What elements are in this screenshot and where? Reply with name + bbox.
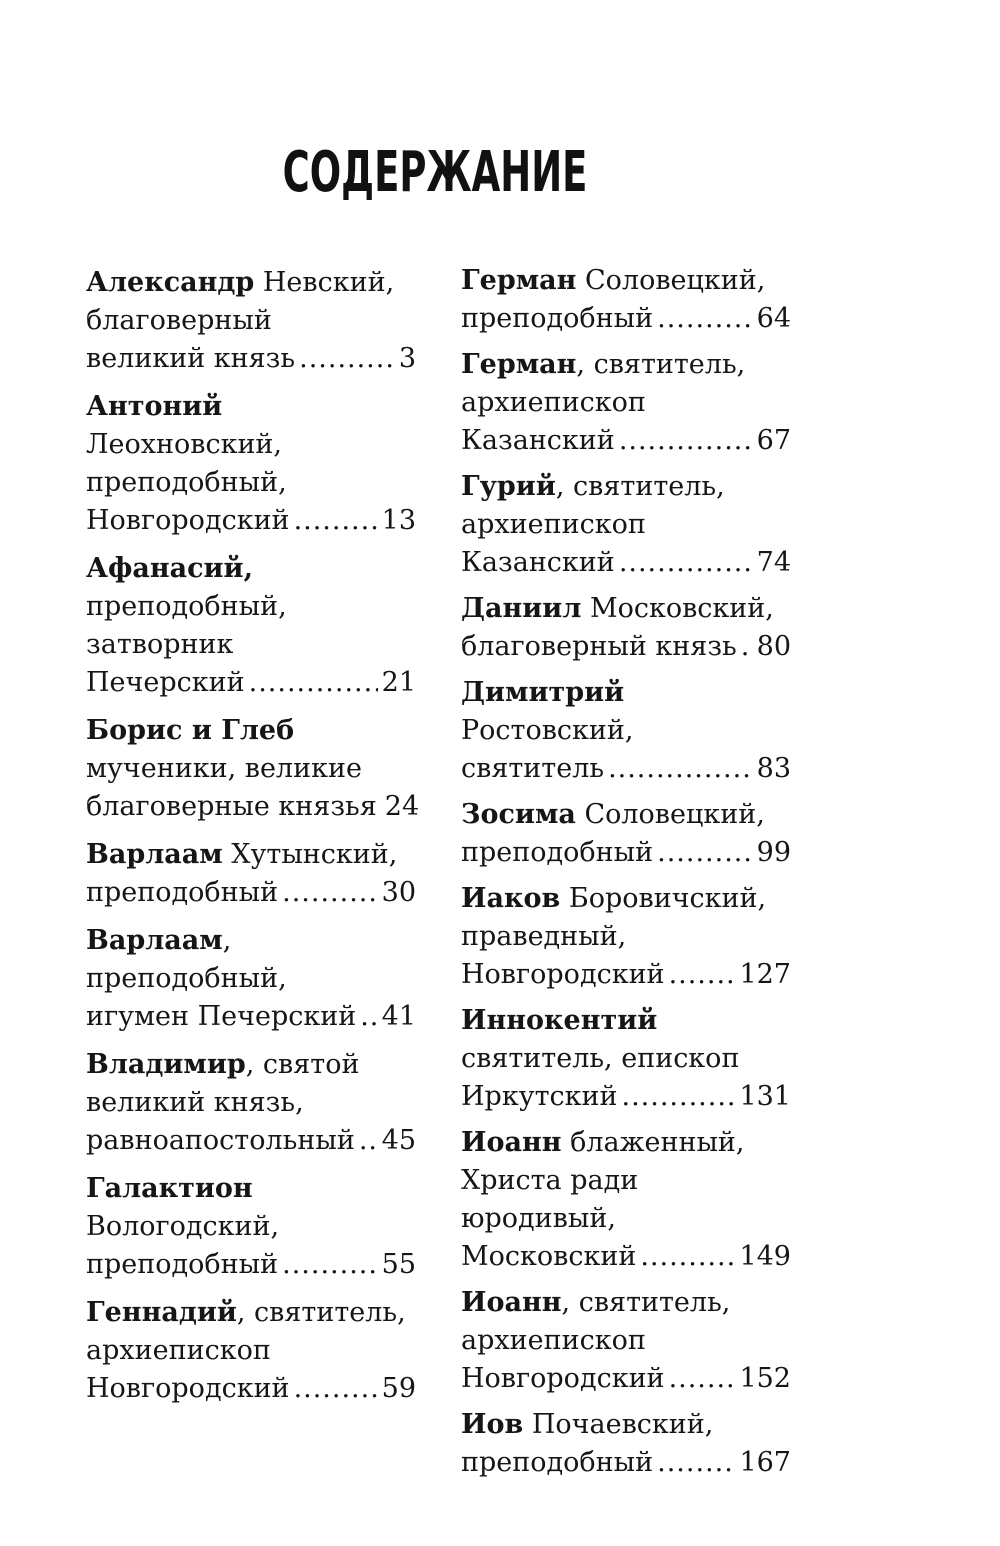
entry-last-line <box>461 422 791 460</box>
page-number: 167 <box>739 1447 791 1478</box>
entry-last-text: Московский <box>461 1241 637 1272</box>
entry-name: Владимир <box>86 1049 246 1080</box>
entry-description-line: Леохновский, <box>86 429 283 460</box>
entry-description-line: архиепископ <box>461 509 646 540</box>
entry-description-line: архиепископ <box>461 387 646 418</box>
entry-name: Варлаам <box>86 839 223 870</box>
entry-last-text: великий князь <box>86 343 296 374</box>
entry-name: Варлаам <box>86 925 223 956</box>
entry-last-text: преподобный <box>461 1447 654 1478</box>
entry-name: Димитрий <box>461 677 625 708</box>
page-number: 67 <box>756 425 791 456</box>
toc-entry[interactable] <box>86 1046 416 1160</box>
toc-entry[interactable] <box>461 880 791 994</box>
dot-leader <box>741 628 753 666</box>
entry-name: Галактион <box>86 1173 253 1204</box>
entry-description-line: затворник <box>86 629 234 660</box>
entry-last-line <box>461 1360 791 1398</box>
entry-last-line <box>86 874 416 912</box>
entry-name: Иов <box>461 1409 524 1440</box>
entry-name-suffix: , святитель, <box>555 471 725 502</box>
entry-last-text: Казанский <box>461 547 615 578</box>
entry-heading-line <box>86 550 416 588</box>
entry-heading-line <box>86 388 416 426</box>
dot-leader <box>282 1246 378 1284</box>
toc-entry[interactable] <box>86 388 416 540</box>
entry-heading-line <box>461 1406 791 1444</box>
page-number: 24 <box>384 791 420 822</box>
entry-last-text: святитель <box>461 753 605 784</box>
entry-last-text: равноапостольный <box>86 1125 355 1156</box>
entry-last-line <box>461 834 791 872</box>
page-number: 80 <box>756 631 791 662</box>
entry-last-text: преподобный <box>461 303 654 334</box>
toc-entry[interactable] <box>461 674 791 788</box>
toc-entry[interactable] <box>461 346 791 460</box>
toc-left-column <box>86 264 420 1418</box>
page-number: 30 <box>381 877 416 908</box>
entry-last-text: преподобный <box>86 877 279 908</box>
page-number: 21 <box>381 667 416 698</box>
entry-name: Александр <box>86 267 255 298</box>
entry-description-line: преподобный, <box>86 591 287 622</box>
toc-entry[interactable] <box>461 1406 791 1482</box>
entry-name: Иннокентий <box>461 1005 658 1036</box>
entry-heading-line <box>86 922 416 998</box>
entry-heading-line <box>461 674 791 750</box>
entry-last-text: благоверные князья <box>86 791 377 822</box>
entry-name: Иаков <box>461 883 561 914</box>
entry-last-line <box>86 998 416 1036</box>
entry-last-text: преподобный <box>86 1249 279 1280</box>
entry-heading-line <box>86 264 416 302</box>
dot-leader <box>622 1078 736 1116</box>
entry-name-suffix: Хутынский, <box>222 839 398 870</box>
dot-leader <box>294 1370 378 1408</box>
entry-name-suffix: , святитель, <box>561 1287 731 1318</box>
entry-last-text: Печерский <box>86 667 245 698</box>
toc-entry[interactable] <box>461 796 791 872</box>
entry-heading-line <box>461 1124 791 1162</box>
page-number: 55 <box>381 1249 416 1280</box>
entry-name: Герман <box>461 349 577 380</box>
toc-entry[interactable] <box>86 264 416 378</box>
page-number: 152 <box>739 1363 791 1394</box>
entry-name-suffix: Боровичский, <box>560 883 767 914</box>
toc-entry[interactable] <box>461 1284 791 1398</box>
entry-last-line <box>461 956 791 994</box>
entry-last-text: Иркутский <box>461 1081 618 1112</box>
entry-heading-line <box>86 712 416 750</box>
dot-leader <box>282 874 378 912</box>
entry-description-line: святитель, епископ <box>461 1043 740 1074</box>
entry-last-line <box>86 340 416 378</box>
entry-heading-line <box>461 796 791 834</box>
toc-entry[interactable] <box>86 550 416 702</box>
dot-leader <box>608 750 753 788</box>
dot-leader <box>657 834 753 872</box>
page-number: 83 <box>756 753 791 784</box>
entry-name: Борис и Глеб <box>86 715 295 746</box>
toc-entry[interactable] <box>86 1294 416 1408</box>
dot-leader <box>294 502 378 540</box>
dot-leader <box>657 300 753 338</box>
page-number: 131 <box>739 1081 791 1112</box>
entry-description-line: Христа ради юродивый, <box>461 1165 639 1234</box>
toc-entry[interactable] <box>461 468 791 582</box>
entry-description-line: благоверный <box>86 305 272 336</box>
toc-entry[interactable] <box>86 1170 416 1284</box>
entry-last-text: благоверный князь <box>461 631 737 662</box>
entry-last-line <box>86 1370 416 1408</box>
entry-last-line <box>86 1122 416 1160</box>
page-number: 64 <box>756 303 791 334</box>
entry-last-line <box>461 1444 791 1482</box>
page-number: 59 <box>381 1373 416 1404</box>
entry-name: Иоанн <box>461 1287 562 1318</box>
toc-entry[interactable] <box>461 1002 791 1116</box>
entry-name: Афанасий, <box>86 553 253 584</box>
entry-name: Геннадий <box>86 1297 237 1328</box>
entry-heading-line <box>86 1046 416 1084</box>
entry-name: Антоний <box>86 391 223 422</box>
entry-description-line: Вологодский, <box>86 1211 280 1242</box>
entry-name-suffix: Ростовский, <box>461 715 634 746</box>
entry-heading-line <box>86 1294 416 1332</box>
entry-description-line: великий князь, <box>86 1087 304 1118</box>
dot-leader <box>619 422 753 460</box>
entry-name: Даниил <box>461 593 582 624</box>
entry-last-line <box>461 544 791 582</box>
entry-name-suffix: , святитель, <box>576 349 746 380</box>
dot-leader <box>669 1360 736 1398</box>
entry-heading-line <box>86 1170 416 1208</box>
page-title: СОДЕРЖАНИЕ <box>282 140 588 205</box>
dot-leader <box>359 1122 378 1160</box>
page-number: 74 <box>756 547 791 578</box>
entry-last-line <box>86 788 420 826</box>
entry-last-text: Казанский <box>461 425 615 456</box>
entry-last-text: Новгородский <box>461 1363 665 1394</box>
entry-last-text: Новгородский <box>86 1373 290 1404</box>
page-number: 13 <box>381 505 416 536</box>
dot-leader <box>640 1238 735 1276</box>
page-number: 45 <box>381 1125 416 1156</box>
dot-leader <box>669 956 736 994</box>
entry-description-line: праведный, <box>461 921 627 952</box>
entry-last-text: Новгородский <box>86 505 290 536</box>
entry-name-suffix: Почаевский, <box>523 1409 714 1440</box>
entry-heading-line <box>461 880 791 918</box>
entry-last-text: преподобный <box>461 837 654 868</box>
entry-heading-line <box>461 1002 791 1040</box>
entry-name-suffix: Соловецкий, <box>576 265 766 296</box>
entry-last-line <box>86 1246 416 1284</box>
entry-name: Иоанн <box>461 1127 562 1158</box>
entry-name: Зосима <box>461 799 576 830</box>
entry-last-line <box>86 664 416 702</box>
dot-leader <box>657 1444 735 1482</box>
entry-heading-line <box>461 590 791 628</box>
entry-name-suffix: Невский, <box>254 267 395 298</box>
page-number: 127 <box>739 959 791 990</box>
toc-entry[interactable] <box>461 262 791 338</box>
entry-heading-line <box>461 468 791 506</box>
dot-leader <box>360 998 377 1036</box>
entry-heading-line <box>461 1284 791 1322</box>
entry-last-line <box>461 750 791 788</box>
toc-entry[interactable] <box>86 836 416 912</box>
entry-last-text: Новгородский <box>461 959 665 990</box>
toc-entry[interactable] <box>461 590 791 666</box>
entry-name: Герман <box>461 265 577 296</box>
toc-entry[interactable] <box>86 712 420 826</box>
dot-leader <box>299 340 395 378</box>
page-number: 3 <box>398 343 416 374</box>
entry-last-line <box>461 1238 791 1276</box>
dot-leader <box>249 664 378 702</box>
entry-last-line <box>461 628 791 666</box>
entry-heading-line <box>461 346 791 384</box>
entry-last-line <box>461 300 791 338</box>
entry-last-line <box>461 1078 791 1116</box>
entry-description-line: архиепископ <box>461 1325 646 1356</box>
entry-name-suffix: блаженный, <box>561 1127 745 1158</box>
page-number: 41 <box>381 1001 416 1032</box>
entry-name-suffix: , святитель, <box>236 1297 406 1328</box>
toc-entry[interactable] <box>461 1124 791 1276</box>
toc-entry[interactable] <box>86 922 416 1036</box>
dot-leader <box>619 544 753 582</box>
entry-description-line: мученики, великие <box>86 753 362 784</box>
entry-last-line <box>86 502 416 540</box>
entry-name-suffix: Московский, <box>581 593 774 624</box>
entry-name-suffix: , святой <box>245 1049 360 1080</box>
page-number: 149 <box>739 1241 791 1272</box>
entry-heading-line <box>461 262 791 300</box>
toc-right-column <box>461 262 791 1490</box>
entry-description-line: преподобный, <box>86 467 287 498</box>
page-number: 99 <box>756 837 791 868</box>
entry-description-line: архиепископ <box>86 1335 271 1366</box>
entry-name-suffix: , преподобный, <box>86 925 287 994</box>
entry-heading-line <box>86 836 416 874</box>
entry-name: Гурий <box>461 471 556 502</box>
entry-name-suffix: Соловецкий, <box>575 799 765 830</box>
entry-last-text: игумен Печерский <box>86 1001 357 1032</box>
